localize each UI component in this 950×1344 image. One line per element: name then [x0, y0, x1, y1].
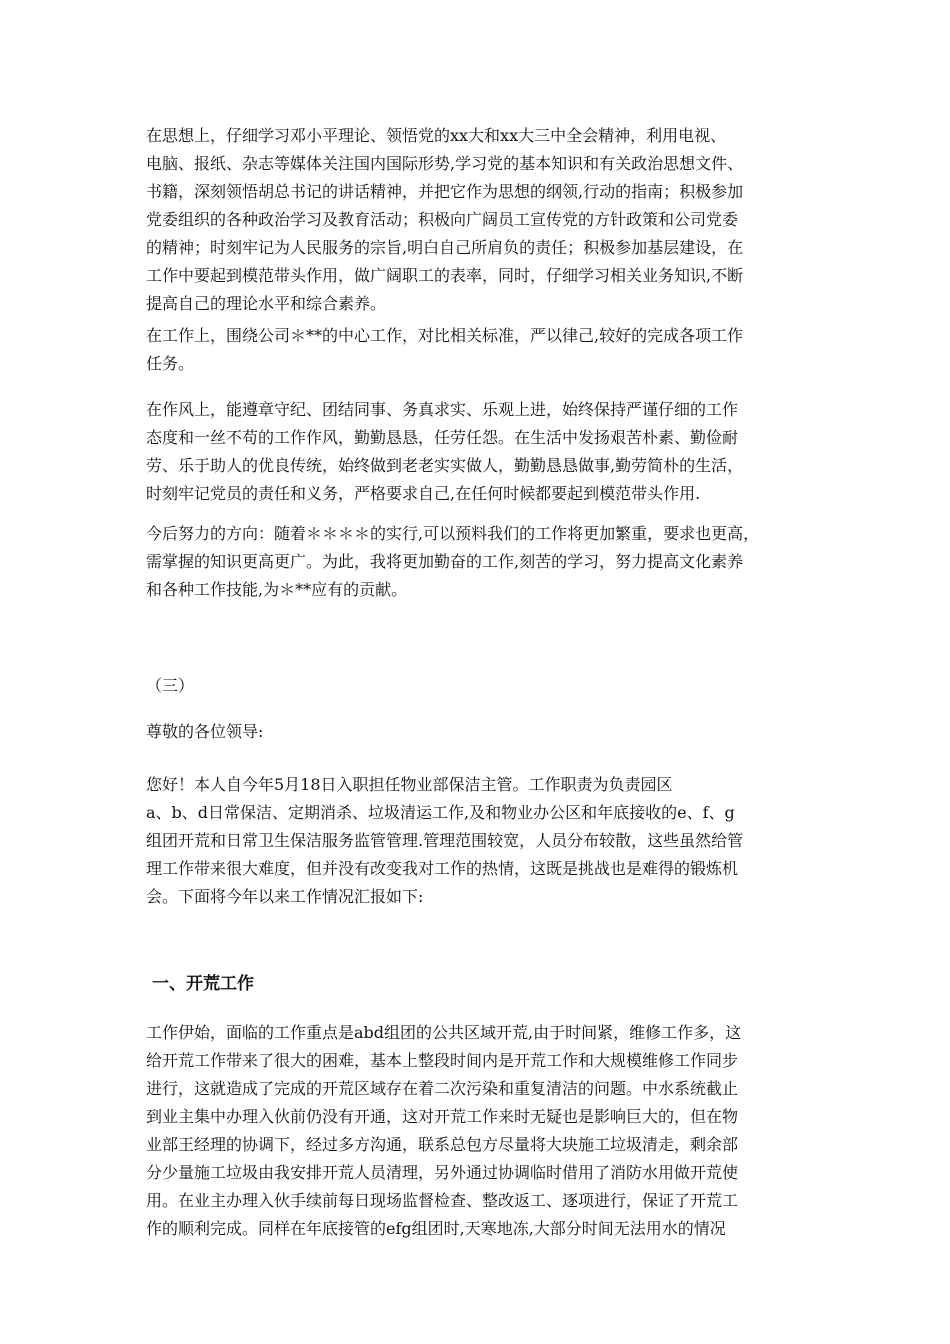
- text-line: 进行，这就造成了完成的开荒区域存在着二次污染和重复清洁的问题。中水系统截止: [146, 1079, 739, 1098]
- text-line: 劳、乐于助人的优良传统，始终做到老老实实做人，勤勤恳恳做事,勤劳简朴的生活，: [146, 456, 744, 475]
- text-line: 组团开荒和日常卫生保洁服务监管管理.管理范围较宽，人员分布较散，这些虽然给管: [146, 831, 744, 850]
- text-line: 到业主集中办理入伙前仍没有开通，这对开荒工作来时无疑也是影响巨大的，但在物: [146, 1107, 739, 1126]
- salutation: 尊敬的各位领导:: [146, 722, 264, 741]
- text-line: 提高自己的理论水平和综合素养。: [146, 294, 387, 313]
- paragraph-introduction: [146, 771, 806, 911]
- text-line: 工作伊始，面临的工作重点是abd组团的公共区域开荒,由于时间紧，维修工作多，这: [146, 1023, 742, 1042]
- text-line: a、b、d日常保洁、定期消杀、垃圾清运工作,及和物业办公区和年底接收的e、f、g: [146, 803, 735, 822]
- text-line: 需掌握的知识更高更广。为此，我将更加勤奋的工作,刻苦的学习，努力提高文化素养: [146, 552, 744, 571]
- text-line: 的精神；时刻牢记为人民服务的宗旨,明白自己所肩负的责任；积极参加基层建设，在: [146, 238, 744, 257]
- paragraph-future-direction: [146, 520, 806, 604]
- text-line: 在思想上，仔细学习邓小平理论、领悟党的xx大和xx大三中全会精神，利用电视、: [146, 126, 727, 145]
- text-line: 今后努力的方向：随着＊＊＊＊的实行,可以预料我们的工作将更加繁重，要求也更高，: [146, 524, 760, 543]
- text-line: 电脑、报纸、杂志等媒体关注国内国际形势,学习党的基本知识和有关政治思想文件、: [146, 154, 744, 173]
- paragraph-work: [146, 322, 806, 378]
- text-line: 书籍，深刻领悟胡总书记的讲话精神，并把它作为思想的纲领,行动的指南；积极参加: [146, 182, 744, 201]
- text-line: 工作中要起到模范带头作用，做广阔职工的表率，同时，仔细学习相关业务知识,不断: [146, 266, 744, 285]
- text-line: 党委组织的各种政治学习及教育活动；积极向广阔员工宣传党的方针政策和公司党委: [146, 210, 739, 229]
- text-line: 和各种工作技能,为＊**应有的贡献。: [146, 580, 408, 599]
- section-heading: 一、开荒工作: [152, 974, 254, 994]
- paragraph-style: [146, 396, 806, 508]
- paragraph-ideology: [146, 122, 806, 318]
- text-line: 态度和一丝不苟的工作作风，勤勤恳恳，任劳任怨。在生活中发扬艰苦朴素、勤俭耐: [146, 428, 739, 447]
- text-line: 给开荒工作带来了很大的困难，基本上整段时间内是开荒工作和大规模维修工作同步: [146, 1051, 739, 1070]
- text-line: 时刻牢记党员的责任和义务，严格要求自己,在任何时候都要起到模范带头作用.: [146, 484, 701, 503]
- section-marker: （三）: [146, 676, 195, 695]
- text-line: 会。下面将今年以来工作情况汇报如下:: [146, 887, 424, 906]
- text-line: 理工作带来很大难度，但并没有改变我对工作的热情，这既是挑战也是难得的锻炼机: [146, 859, 739, 878]
- text-line: 作的顺利完成。同样在年底接管的efg组团时,天寒地冻,大部分时间无法用水的情况: [146, 1219, 726, 1238]
- paragraph-clearing-work: [146, 1019, 806, 1243]
- text-line: 您好！本人自今年5月18日入职担任物业部保洁主管。工作职责为负责园区: [146, 775, 673, 794]
- text-line: 在作风上，能遵章守纪、团结同事、务真求实、乐观上进，始终保持严谨仔细的工作: [146, 400, 739, 419]
- text-line: 任务。: [146, 354, 195, 373]
- text-line: 用。在业主办理入伙手续前每日现场监督检查、整改返工、逐项进行，保证了开荒工: [146, 1191, 739, 1210]
- text-line: 分少量施工垃圾由我安排开荒人员清理，另外通过协调临时借用了消防水用做开荒使: [146, 1163, 739, 1182]
- text-line: 在工作上，围绕公司＊**的中心工作，对比相关标准，严以律己,较好的完成各项工作: [146, 326, 744, 345]
- text-line: 业部王经理的协调下，经过多方沟通，联系总包方尽量将大块施工垃圾清走，剩余部: [146, 1135, 739, 1154]
